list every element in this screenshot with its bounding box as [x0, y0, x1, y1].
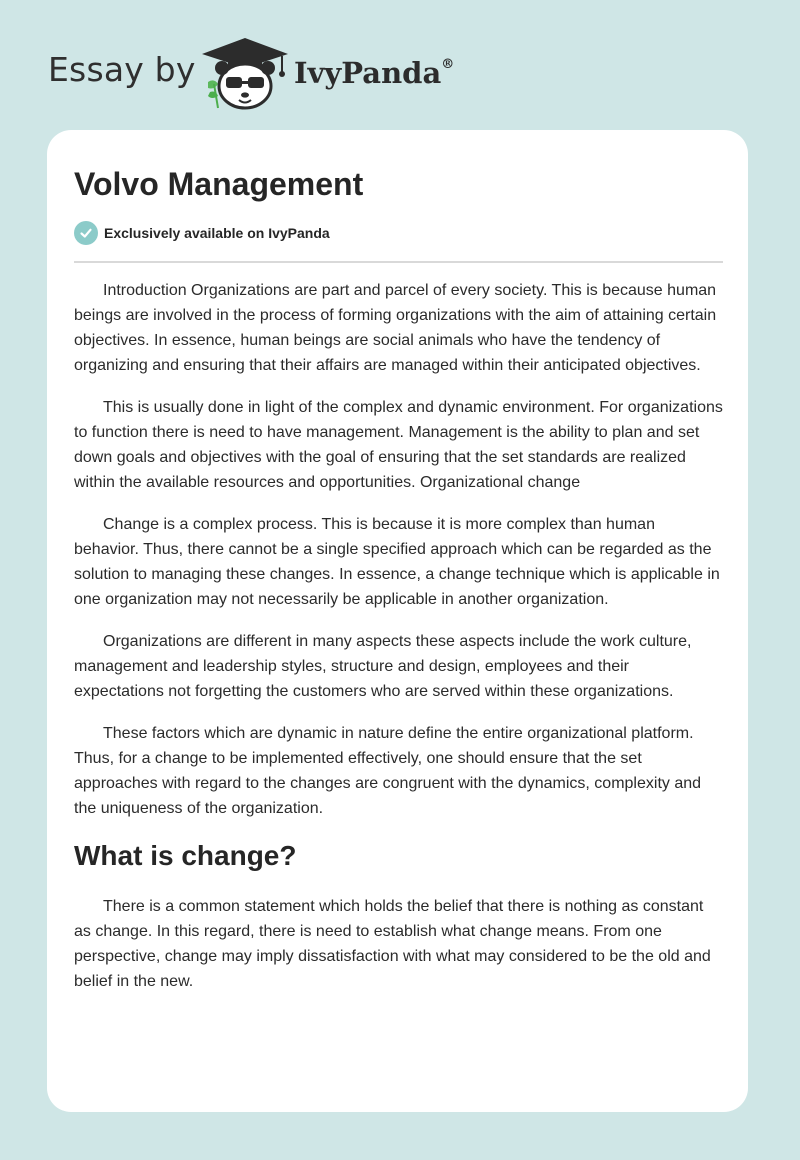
essay-body: [74, 278, 723, 1011]
paragraph: There is a common statement which holds the belief that there is nothing as constant as change. In this regard, there is need to establish what change means. From one perspective, change may imply dissatisfaction with what may considered to be the old and belief in the new.: [74, 898, 711, 990]
brand-name[interactable]: [294, 56, 454, 90]
section-heading: What is change?: [74, 840, 297, 871]
site-header: [48, 36, 608, 112]
paragraph: Change is a complex process. This is because it is more complex than human behavior. Thus, there cannot be a single specified approach which can be regarded as the solution to managing these changes. In essence, a change technique which is applicable in one organization may not necessarily be applicable in another organization.: [74, 516, 720, 608]
title-divider: [74, 261, 723, 263]
paragraph: These factors which are dynamic in nature define the entire organizational platform. Thus, for a change to be implemented effectively, one should ensure that the set approaches with regard to the changes are congruent with the dynamics, complexity and the uniqueness of the organization.: [74, 725, 702, 817]
page-title: Volvo Management: [74, 166, 364, 202]
registered-mark: ®: [441, 57, 455, 73]
brand-label: IvyPanda: [294, 56, 442, 90]
paragraph: Introduction Organizations are part and parcel of every society. This is because human beings are involved in the process of forming organizations with the aim of attaining certain objectives. In essence, human beings are social animals who have the tendency of organizing and ensuring that their affairs are managed within their anticipated objectives.: [74, 282, 717, 374]
essay-by-label: Essay by: [48, 50, 196, 89]
paragraph: This is usually done in light of the complex and dynamic environment. For organizations to function there is need to have management. Management is the ability to plan and set down goals and objectives with the goal of ensuring that the set standards are realized within the available resources and opportunities. Organizational change: [74, 399, 723, 491]
check-circle-icon: [74, 221, 98, 245]
essay-card: [47, 130, 748, 1112]
paragraph: Organizations are different in many aspects these aspects include the work culture, management and leadership styles, structure and design, employees and their expectations not forgetting the customers who are served within these organizations.: [74, 633, 692, 700]
badge-label: Exclusively available on IvyPanda: [104, 225, 330, 241]
exclusive-badge: [74, 220, 330, 246]
panda-graduate-icon[interactable]: [200, 36, 290, 112]
